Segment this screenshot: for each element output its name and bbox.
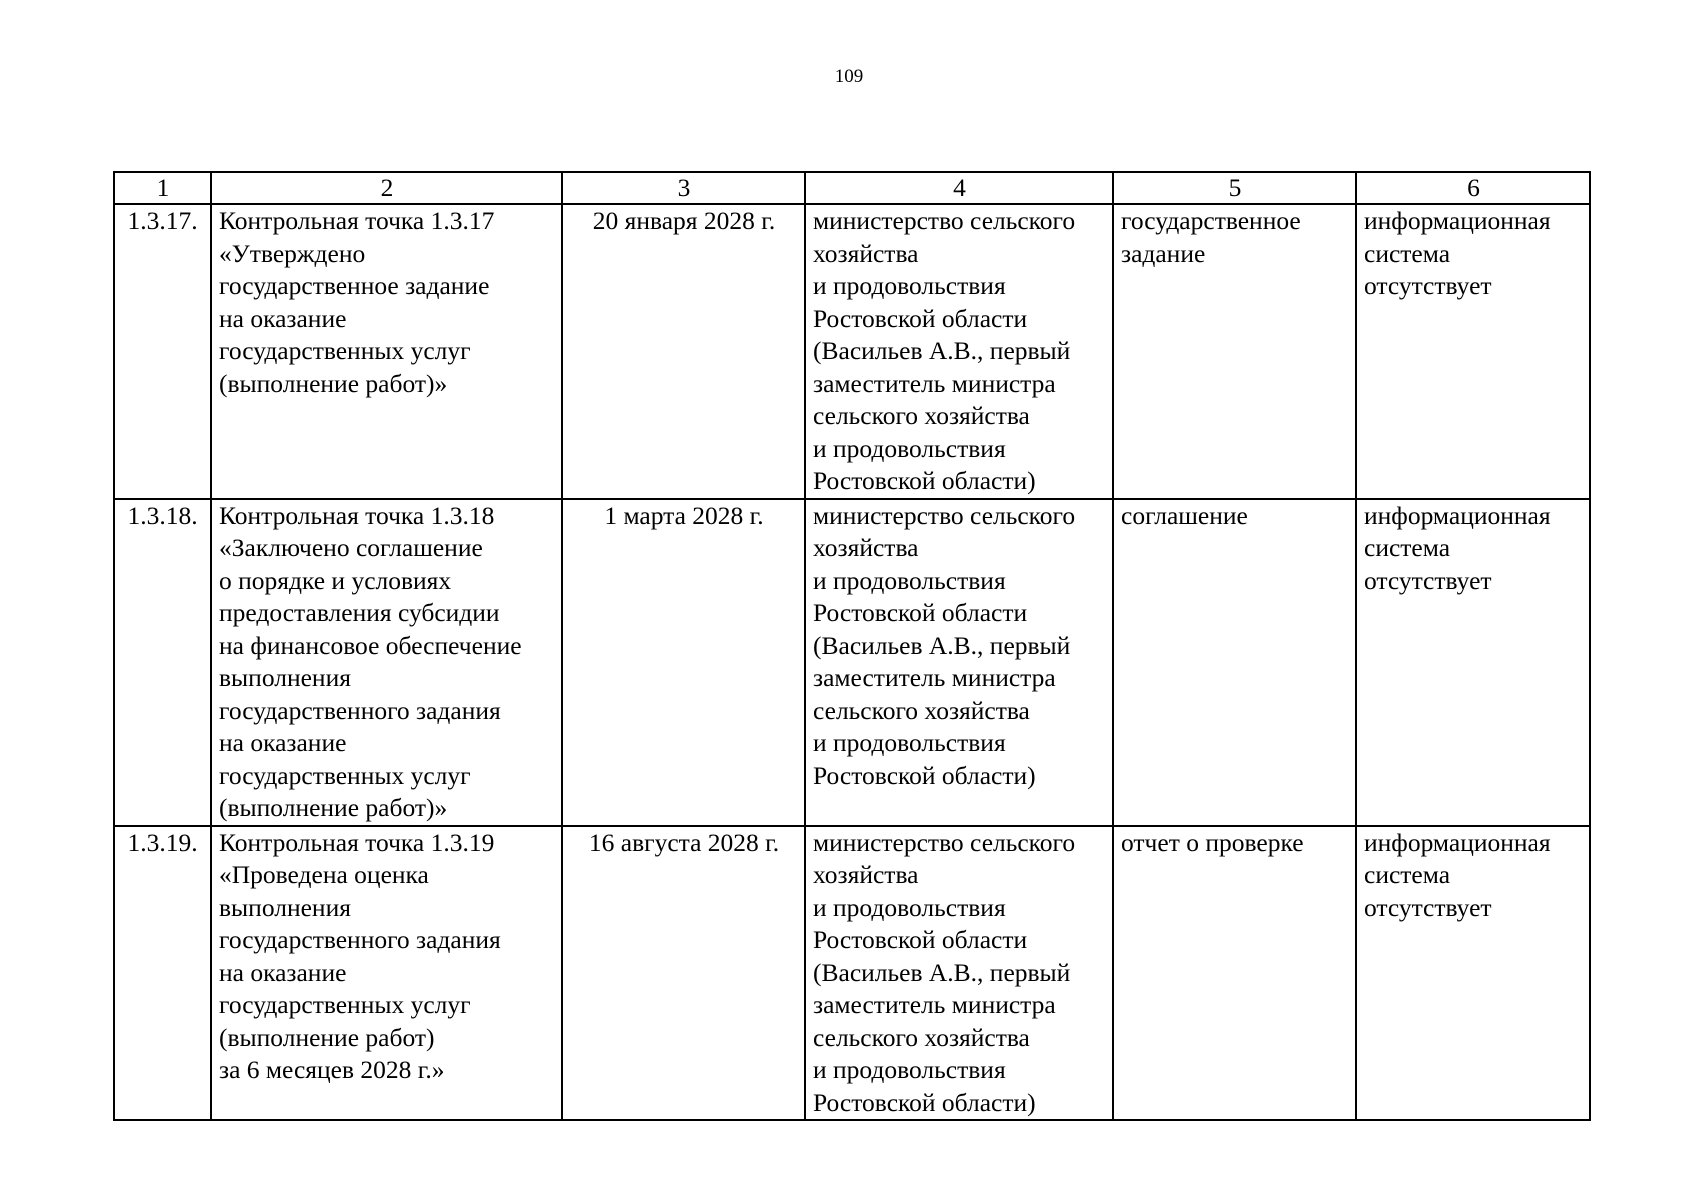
- deadline-date: 1 марта 2028 г.: [562, 499, 805, 826]
- table-row: [114, 826, 1590, 1121]
- responsible-executor: министерство сельского хозяйства и продовольствия Ростовской области (Васильев А.В., первый заместитель министра сельского хозяйства и продовольствия Ростовской области): [805, 499, 1113, 826]
- responsible-executor: министерство сельского хозяйства и продовольствия Ростовской области (Васильев А.В., первый заместитель министра сельского хозяйства и продовольствия Ростовской области): [805, 204, 1113, 499]
- control-points-table: [113, 171, 1591, 1121]
- confirming-document: государственное задание: [1113, 204, 1356, 499]
- row-number: 1.3.17.: [114, 204, 211, 499]
- page-number: 109: [834, 66, 864, 87]
- row-number: 1.3.18.: [114, 499, 211, 826]
- column-header: 6: [1356, 172, 1590, 204]
- row-number: 1.3.19.: [114, 826, 211, 1121]
- control-point-name: Контрольная точка 1.3.19 «Проведена оценка выполнения государственного задания на оказание государственных услуг (выполнение работ) за 6 месяцев 2028 г.»: [211, 826, 562, 1121]
- column-header: 3: [562, 172, 805, 204]
- column-header: 2: [211, 172, 562, 204]
- column-header: 5: [1113, 172, 1356, 204]
- column-header: 4: [805, 172, 1113, 204]
- confirming-document: соглашение: [1113, 499, 1356, 826]
- table-row: [114, 204, 1590, 499]
- responsible-executor: министерство сельского хозяйства и продовольствия Ростовской области (Васильев А.В., первый заместитель министра сельского хозяйства и продовольствия Ростовской области): [805, 826, 1113, 1121]
- information-system: информационная система отсутствует: [1356, 826, 1590, 1121]
- confirming-document: отчет о проверке: [1113, 826, 1356, 1121]
- table-header-row: [114, 172, 1590, 204]
- deadline-date: 20 января 2028 г.: [562, 204, 805, 499]
- control-point-name: Контрольная точка 1.3.18 «Заключено соглашение о порядке и условиях предоставления субсидии на финансовое обеспечение выполнения государственного задания на оказание государственных услуг (выполнение работ)»: [211, 499, 562, 826]
- control-point-name: Контрольная точка 1.3.17 «Утверждено государственное задание на оказание государственных услуг (выполнение работ)»: [211, 204, 562, 499]
- information-system: информационная система отсутствует: [1356, 499, 1590, 826]
- column-header: 1: [114, 172, 211, 204]
- deadline-date: 16 августа 2028 г.: [562, 826, 805, 1121]
- table-row: [114, 499, 1590, 826]
- information-system: информационная система отсутствует: [1356, 204, 1590, 499]
